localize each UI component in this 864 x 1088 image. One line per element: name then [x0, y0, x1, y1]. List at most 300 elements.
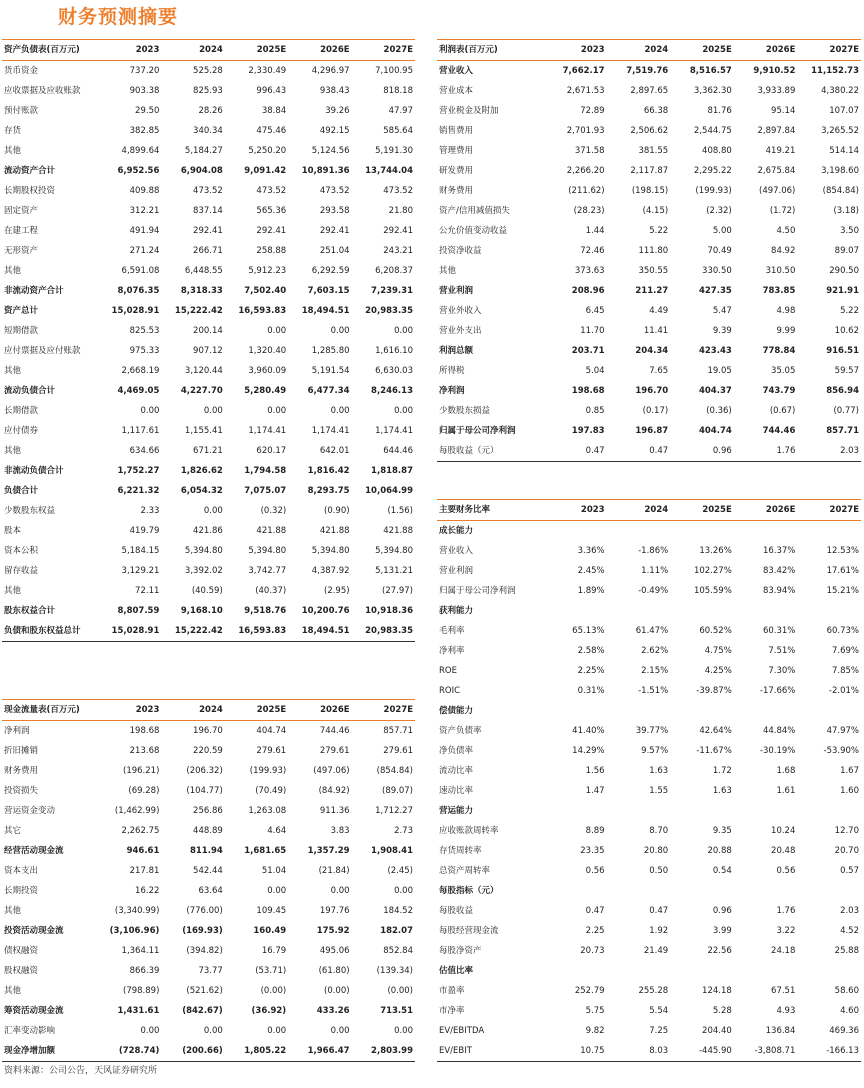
value-cell: 671.21 [193, 446, 223, 456]
value-cell: 350.55 [638, 266, 669, 276]
table-row [2, 321, 415, 341]
value-cell: 136.84 [765, 1026, 796, 1036]
row-label: 筹资活动现金流 [4, 1006, 64, 1016]
section-row [437, 961, 861, 981]
value-cell: 279.61 [383, 746, 413, 756]
value-cell: 2.73 [394, 826, 413, 836]
row-label: 其他 [4, 906, 22, 916]
year-header: 2024 [644, 505, 669, 515]
value-cell: 279.61 [256, 746, 287, 756]
value-cell: 3,362.30 [693, 86, 732, 96]
value-cell: 28.26 [198, 106, 223, 116]
value-cell: 3,960.09 [248, 366, 287, 376]
value-cell: 1.72 [712, 766, 732, 776]
value-cell: 4.93 [776, 1006, 796, 1016]
value-cell: 8,293.75 [307, 486, 350, 496]
value-cell: 2.62% [641, 646, 669, 656]
value-cell: (0.00) [324, 986, 350, 996]
value-cell: 1,117.61 [121, 426, 160, 436]
value-cell: 9.39 [712, 326, 732, 336]
row-label: 存货周转率 [439, 846, 482, 856]
value-cell: (728.74) [118, 1046, 160, 1056]
value-cell: 2,803.99 [371, 1046, 413, 1056]
value-cell: 220.59 [193, 746, 223, 756]
value-cell: (200.66) [182, 1046, 223, 1056]
value-cell: 292.41 [319, 226, 350, 236]
value-cell [797, 881, 861, 901]
row-label: EV/EBITDA [439, 1026, 485, 1036]
table-row [2, 501, 415, 521]
value-cell [797, 601, 861, 621]
value-cell: 58.60 [834, 986, 859, 996]
value-cell: 6,208.37 [375, 266, 413, 276]
row-label: 流动资产合计 [4, 166, 56, 176]
value-cell: (854.84) [376, 766, 413, 776]
value-cell: 70.49 [707, 246, 732, 256]
value-cell: 6,952.56 [117, 166, 160, 176]
row-label: 净利润 [4, 726, 30, 736]
value-cell: 5.28 [712, 1006, 732, 1016]
value-cell: 8.89 [585, 826, 605, 836]
row-label: 资产/信用减值损失 [439, 206, 510, 216]
value-cell: 1,681.65 [244, 846, 287, 856]
value-cell: (2.32) [706, 206, 732, 216]
row-label: 流动比率 [439, 766, 474, 776]
value-cell: 1,320.40 [248, 346, 287, 356]
row-label: 其他 [4, 586, 22, 596]
value-cell: 921.91 [826, 286, 859, 296]
table-row [2, 521, 415, 541]
header-row [437, 500, 861, 521]
value-cell: 9.82 [585, 1026, 605, 1036]
value-cell: 713.51 [380, 1006, 413, 1016]
value-cell: 1,794.58 [244, 466, 287, 476]
value-cell: 10,891.36 [301, 166, 350, 176]
value-cell: 59.57 [834, 366, 859, 376]
table-row [437, 401, 861, 421]
row-label: 营业收入 [439, 66, 474, 76]
value-cell: 620.17 [256, 446, 287, 456]
value-cell: (0.17) [642, 406, 669, 416]
row-label: 固定资产 [4, 206, 39, 216]
row-label: 偿债能力 [439, 706, 474, 716]
year-header: 2025E [702, 45, 732, 55]
table-title: 利润表(百万元) [439, 45, 498, 55]
row-label: 其他 [4, 146, 22, 156]
value-cell: 6,630.03 [375, 366, 413, 376]
value-cell: 72.46 [580, 246, 605, 256]
value-cell: 1,155.41 [184, 426, 223, 436]
value-cell: 1,285.80 [311, 346, 350, 356]
table-row [2, 841, 415, 861]
table-row [2, 1001, 415, 1021]
value-cell: 3,198.60 [821, 166, 859, 176]
row-label: 销售费用 [439, 126, 474, 136]
row-label: 非流动负债合计 [4, 466, 64, 476]
table-row [2, 481, 415, 501]
row-label: 财务费用 [4, 766, 39, 776]
table-row [2, 461, 415, 481]
value-cell: 1,908.41 [371, 846, 413, 856]
value-cell: 565.36 [256, 206, 287, 216]
value-cell: 211.27 [635, 286, 669, 296]
value-cell: -166.13 [826, 1046, 859, 1056]
value-cell: 1,174.41 [375, 426, 413, 436]
value-cell: (854.84) [822, 186, 859, 196]
value-cell: 251.04 [319, 246, 350, 256]
value-cell [670, 961, 734, 981]
row-label: 管理费用 [439, 146, 474, 156]
value-cell: 0.96 [712, 906, 732, 916]
value-cell: 0.85 [585, 406, 605, 416]
table-row [437, 921, 861, 941]
value-cell: 737.20 [129, 66, 160, 76]
value-cell: 4.52 [840, 926, 859, 936]
row-label: 其它 [4, 826, 22, 836]
value-cell [734, 961, 798, 981]
value-cell: 330.50 [702, 266, 732, 276]
value-cell: 5,191.54 [311, 366, 350, 376]
row-label: 利润总额 [439, 346, 474, 356]
table-row [2, 961, 415, 981]
value-cell: 66.38 [643, 106, 669, 116]
row-label: 成长能力 [439, 526, 474, 536]
value-cell: 292.41 [193, 226, 223, 236]
value-cell: 340.34 [193, 126, 223, 136]
value-cell: 5,394.80 [375, 546, 413, 556]
value-cell: 213.68 [129, 746, 160, 756]
value-cell: 3,742.77 [248, 566, 287, 576]
row-label: 折旧摊销 [4, 746, 39, 756]
value-cell: 1,966.47 [307, 1046, 350, 1056]
value-cell: 2,544.75 [693, 126, 732, 136]
row-label: 研发费用 [439, 166, 474, 176]
value-cell: 8.70 [649, 826, 669, 836]
table-row [437, 941, 861, 961]
value-cell: 421.88 [256, 526, 287, 536]
value-cell: 0.50 [649, 866, 669, 876]
cashflow-grid [2, 699, 415, 1062]
table-row [437, 1001, 861, 1021]
value-cell [607, 801, 671, 821]
value-cell: 3.50 [840, 226, 859, 236]
row-label: 流动负债合计 [4, 386, 56, 396]
value-cell: 946.61 [126, 846, 160, 856]
value-cell: (497.06) [313, 766, 350, 776]
value-cell: 13.26% [699, 546, 732, 556]
value-cell: (3.18) [833, 206, 859, 216]
value-cell: 491.94 [129, 226, 160, 236]
value-cell: 83.94% [762, 586, 796, 596]
row-label: 非流动资产合计 [4, 286, 64, 296]
value-cell: 4,387.92 [311, 566, 350, 576]
year-header: 2026E [765, 505, 796, 515]
value-cell [543, 881, 607, 901]
value-cell: 0.47 [649, 446, 669, 456]
value-cell: 408.80 [702, 146, 732, 156]
value-cell: (53.71) [255, 966, 287, 976]
value-cell: 1,174.41 [311, 426, 350, 436]
value-cell: 16.37% [762, 546, 796, 556]
value-cell: 16,593.83 [238, 626, 287, 636]
value-cell: 818.18 [383, 86, 413, 96]
value-cell: 3,933.89 [757, 86, 796, 96]
value-cell: 5,191.30 [375, 146, 413, 156]
value-cell: 0.00 [394, 326, 413, 336]
value-cell: (3,106.96) [109, 926, 160, 936]
value-cell: 3.83 [330, 826, 350, 836]
row-label: 投资活动现金流 [4, 926, 64, 936]
value-cell: 0.00 [203, 506, 223, 516]
row-label: 债权融资 [4, 946, 39, 956]
value-cell: 24.18 [771, 946, 796, 956]
value-cell: 217.81 [129, 866, 160, 876]
table-row [2, 581, 415, 601]
value-cell [797, 701, 861, 721]
row-label: 应付票据及应付账款 [4, 346, 81, 356]
value-cell: 60.52% [699, 626, 732, 636]
row-label: 市净率 [439, 1006, 465, 1016]
value-cell: -445.90 [698, 1046, 732, 1056]
value-cell [670, 801, 734, 821]
row-label: 每股经营现金流 [439, 926, 499, 936]
value-cell: 4,380.22 [821, 86, 859, 96]
value-cell: 1.63 [649, 766, 669, 776]
value-cell [543, 801, 607, 821]
value-cell: (776.00) [186, 906, 223, 916]
table-title: 资产负债表(百万元) [4, 45, 80, 55]
table-row [2, 741, 415, 761]
value-cell: 2,117.87 [630, 166, 669, 176]
value-cell: 5,184.15 [121, 546, 160, 556]
value-cell: 1.76 [776, 906, 796, 916]
value-cell: 1.60 [840, 786, 859, 796]
value-cell [670, 701, 734, 721]
value-cell: 81.76 [707, 106, 732, 116]
source-note: 资料来源：公司公告，天风证券研究所 [4, 1066, 158, 1076]
table-row [437, 381, 861, 401]
value-cell: 13,744.04 [365, 166, 413, 176]
table-row [2, 621, 415, 642]
table-row [437, 221, 861, 241]
value-cell: 514.14 [829, 146, 859, 156]
value-cell: 105.59% [693, 586, 732, 596]
table-row [437, 361, 861, 381]
row-label: 营运能力 [439, 806, 474, 816]
value-cell [543, 521, 607, 542]
value-cell: 12.53% [826, 546, 859, 556]
table-row [437, 441, 861, 462]
table-row [437, 421, 861, 441]
table-row [437, 101, 861, 121]
row-label: 归属于母公司净利润 [439, 586, 516, 596]
value-cell: 1,805.22 [244, 1046, 287, 1056]
value-cell: 916.51 [826, 346, 859, 356]
value-cell: 18,494.51 [301, 626, 350, 636]
table-row [2, 261, 415, 281]
value-cell: 6,448.55 [184, 266, 223, 276]
row-label: 每股收益（元） [439, 446, 499, 456]
row-label: 货币资金 [4, 66, 39, 76]
value-cell: 2,262.75 [121, 826, 160, 836]
value-cell: 16.79 [261, 946, 287, 956]
value-cell: 198.68 [571, 386, 605, 396]
value-cell [734, 701, 798, 721]
value-cell: (0.00) [387, 986, 413, 996]
row-label: 估值比率 [439, 966, 474, 976]
row-label: 获利能力 [439, 606, 474, 616]
value-cell: 279.61 [319, 746, 350, 756]
row-label: 无形资产 [4, 246, 39, 256]
value-cell: 84.92 [771, 246, 796, 256]
value-cell: 5,280.49 [244, 386, 287, 396]
value-cell: 8,246.13 [371, 386, 413, 396]
table-row [2, 301, 415, 321]
value-cell: 107.07 [829, 106, 859, 116]
value-cell: 404.37 [698, 386, 732, 396]
value-cell: 2.58% [577, 646, 605, 656]
table-row [437, 341, 861, 361]
row-label: 营业利润 [439, 566, 474, 576]
value-cell: 72.11 [135, 586, 160, 596]
row-label: 汇率变动影响 [4, 1026, 56, 1036]
table-row [437, 781, 861, 801]
value-cell: 0.00 [203, 1026, 223, 1036]
value-cell: 20.73 [580, 946, 605, 956]
value-cell: 5.47 [712, 306, 732, 316]
value-cell: 5,131.21 [375, 566, 413, 576]
value-cell: 20,983.35 [365, 306, 413, 316]
value-cell: 866.39 [129, 966, 160, 976]
value-cell: (27.97) [382, 586, 413, 596]
section-row [437, 881, 861, 901]
value-cell: 0.00 [330, 406, 350, 416]
table-row [2, 241, 415, 261]
table-row [2, 101, 415, 121]
value-cell: 16,593.83 [238, 306, 287, 316]
value-cell: 2.45% [577, 566, 605, 576]
value-cell: 1,826.62 [180, 466, 223, 476]
value-cell: 0.00 [394, 406, 413, 416]
value-cell: 15,222.42 [174, 626, 223, 636]
row-label: 存货 [4, 126, 22, 136]
value-cell: 2.33 [140, 506, 160, 516]
year-header: 2023 [580, 505, 605, 515]
value-cell [607, 961, 671, 981]
table-row [2, 201, 415, 221]
value-cell: (798.89) [123, 986, 160, 996]
value-cell: 51.04 [261, 866, 287, 876]
table-row [437, 301, 861, 321]
row-label: 营业利润 [439, 286, 474, 296]
row-label: 投资净收益 [439, 246, 482, 256]
value-cell: 196.70 [635, 386, 669, 396]
value-cell: 404.74 [256, 726, 287, 736]
table-row [2, 81, 415, 101]
row-label: 净负债率 [439, 746, 474, 756]
row-label: 股权融资 [4, 966, 39, 976]
table-title: 主要财务比率 [439, 505, 491, 515]
row-label: 净利率 [439, 646, 465, 656]
value-cell: 0.54 [712, 866, 732, 876]
value-cell: -1.51% [638, 686, 669, 696]
value-cell: 4.64 [267, 826, 287, 836]
value-cell: -1.86% [638, 546, 669, 556]
value-cell: 1.47 [585, 786, 605, 796]
table-row [2, 781, 415, 801]
value-cell: 421.86 [193, 526, 223, 536]
value-cell: 0.00 [330, 326, 350, 336]
value-cell: 427.35 [698, 286, 732, 296]
value-cell: (198.15) [631, 186, 669, 196]
row-label: 市盈率 [439, 986, 465, 996]
value-cell: 60.73% [826, 626, 859, 636]
value-cell: 2.15% [641, 666, 669, 676]
row-label: 应收账款周转率 [439, 826, 499, 836]
table-row [2, 601, 415, 621]
table-row [2, 861, 415, 881]
value-cell: 35.05 [771, 366, 796, 376]
value-cell: 475.46 [256, 126, 287, 136]
row-label: 其他 [4, 366, 22, 376]
row-label: EV/EBIT [439, 1046, 472, 1056]
value-cell: 4.25% [704, 666, 732, 676]
value-cell [543, 601, 607, 621]
table-row [437, 61, 861, 82]
value-cell: 11.70 [580, 326, 605, 336]
value-cell [607, 701, 671, 721]
value-cell: 0.96 [712, 446, 732, 456]
value-cell: 15,028.91 [111, 626, 160, 636]
value-cell: 5,250.20 [248, 146, 287, 156]
row-label: 速动比率 [439, 786, 474, 796]
value-cell: 1.76 [776, 446, 796, 456]
value-cell: 10,200.76 [301, 606, 350, 616]
row-label: ROE [439, 666, 457, 676]
value-cell: 5,912.23 [248, 266, 287, 276]
value-cell: 811.94 [189, 846, 223, 856]
table-row [2, 1041, 415, 1062]
value-cell: 9,091.42 [244, 166, 287, 176]
table-row [2, 941, 415, 961]
value-cell: 3.22 [776, 926, 796, 936]
value-cell: (36.92) [251, 1006, 287, 1016]
table-row [2, 901, 415, 921]
value-cell [670, 881, 734, 901]
value-cell: 20.48 [771, 846, 796, 856]
value-cell: 1,431.61 [117, 1006, 160, 1016]
value-cell: 419.21 [765, 146, 796, 156]
value-cell: 1,364.11 [121, 946, 160, 956]
value-cell: 7,239.31 [371, 286, 413, 296]
value-cell: 109.45 [256, 906, 287, 916]
income-statement-table [437, 39, 861, 462]
value-cell: 473.52 [383, 186, 413, 196]
table-row [437, 901, 861, 921]
value-cell: 255.28 [638, 986, 669, 996]
value-cell: (3,340.99) [114, 906, 160, 916]
table-row [437, 841, 861, 861]
value-cell: 65.13% [572, 626, 605, 636]
value-cell: 0.56 [776, 866, 796, 876]
value-cell: 644.46 [383, 446, 413, 456]
value-cell: 0.00 [330, 1026, 350, 1036]
value-cell: 38.84 [261, 106, 287, 116]
value-cell: 15,222.42 [174, 306, 223, 316]
value-cell: 11,152.73 [811, 66, 859, 76]
row-label: ROIC [439, 686, 461, 696]
row-label: 其他 [4, 986, 22, 996]
